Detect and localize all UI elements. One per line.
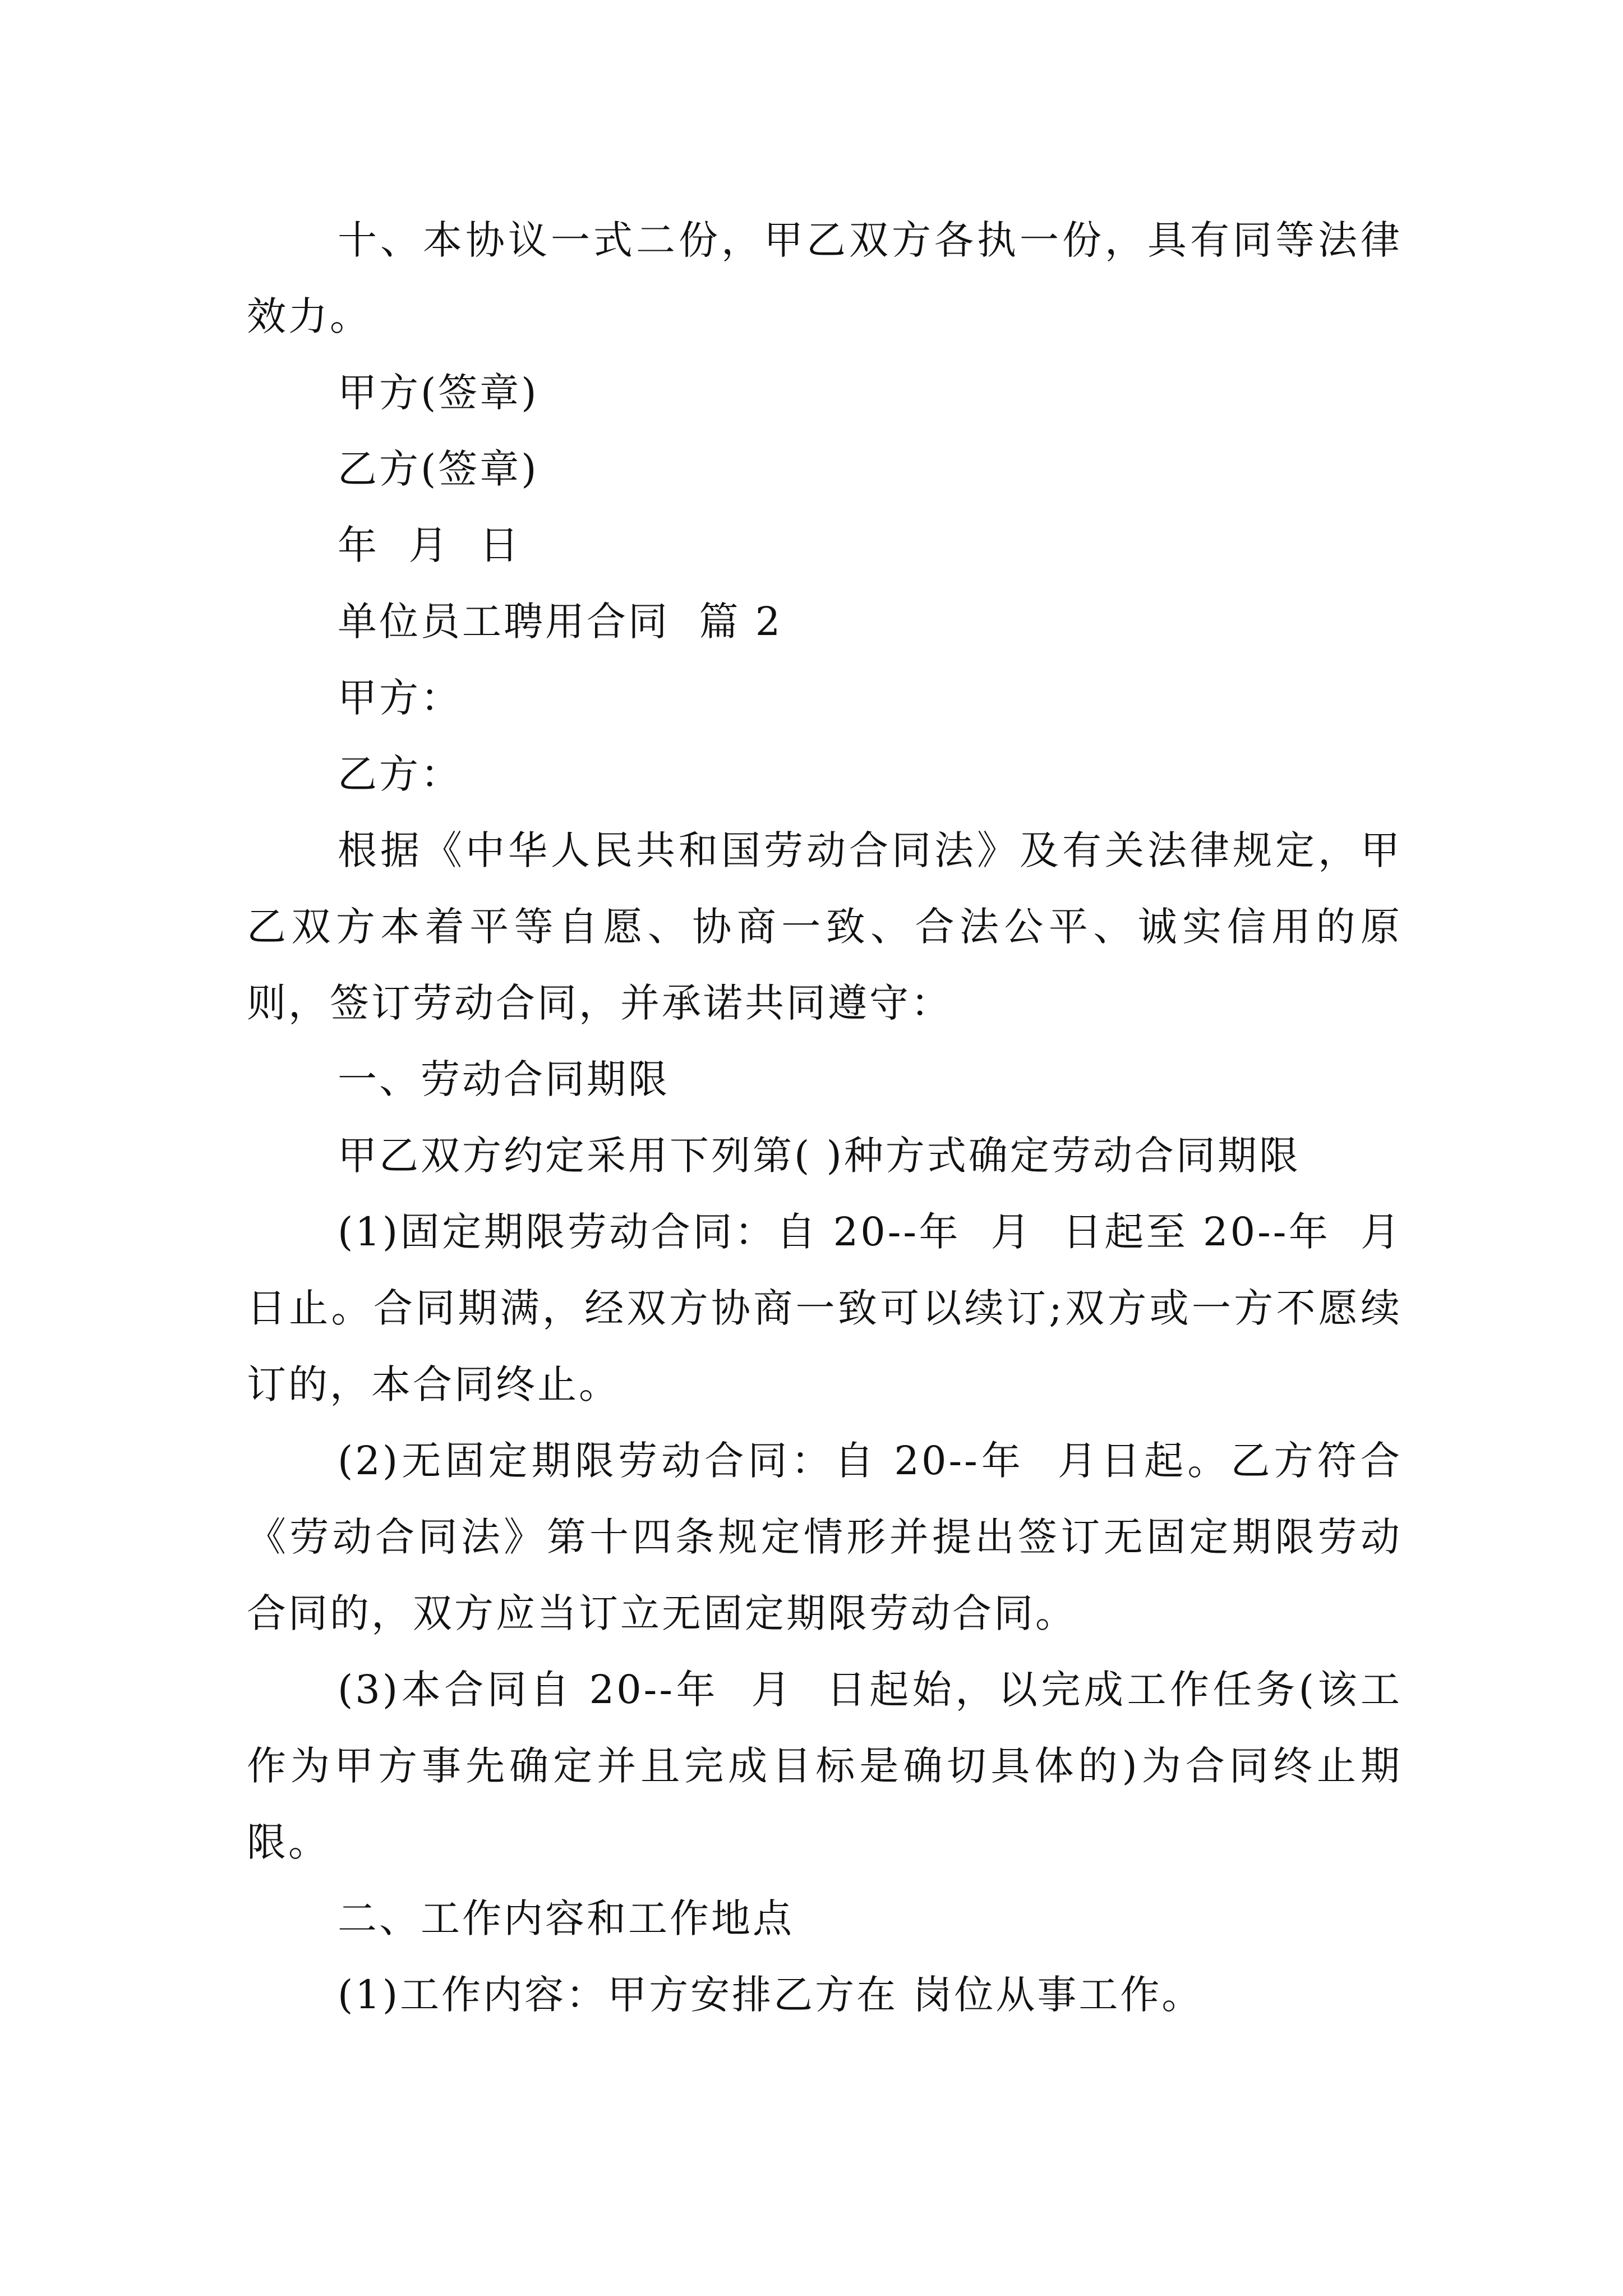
- paragraph-fixed-term: (1)固定期限劳动合同：自 20--年 月 日起至 20--年 月 日止。合同期满，经双方协商一致可以续订;双方或一方不愿续订的，本合同终止。: [247, 1209, 1432, 1407]
- paragraph-work-content: (1)工作内容：甲方安排乙方在 岗位从事工作。: [338, 1972, 1204, 2018]
- section-title-part-2: 单位员工聘用合同 篇 2: [338, 599, 783, 645]
- paragraph-party-a-signature: 甲方(签章): [338, 370, 539, 416]
- paragraph-open-ended-term: (2)无固定期限劳动合同：自 20--年 月日起。乙方符合《劳动合同法》第十四条规定情形并提出签订无固定期限劳动合同的，双方应当订立无固定期限劳动合同。: [247, 1438, 1402, 1636]
- paragraph-task-based-term: (3)本合同自 20--年 月 日起始，以完成工作任务(该工作为甲方事先确定并且完成目标是确切具体的)为合同终止期限。: [247, 1667, 1402, 1865]
- paragraph-party-b-signature: 乙方(签章): [338, 446, 539, 492]
- document-body: [247, 202, 1432, 2033]
- paragraph-clause-10: 十、本协议一式二份，甲乙双方各执一份，具有同等法律效力。: [247, 217, 1402, 339]
- paragraph-party-a: 甲方：: [338, 675, 462, 721]
- paragraph-preamble: 根据《中华人民共和国劳动合同法》及有关法律规定，甲乙双方本着平等自愿、协商一致、合法公平、诚实信用的原则，签订劳动合同，并承诺共同遵守：: [247, 827, 1402, 1026]
- paragraph-term-method: 甲乙双方约定采用下列第( )种方式确定劳动合同期限: [338, 1133, 1301, 1179]
- heading-work-content-location: 二、工作内容和工作地点: [338, 1895, 794, 1941]
- heading-contract-term: 一、劳动合同期限: [338, 1056, 670, 1102]
- paragraph-date: 年 月 日: [338, 522, 522, 568]
- paragraph-party-b: 乙方：: [338, 751, 462, 797]
